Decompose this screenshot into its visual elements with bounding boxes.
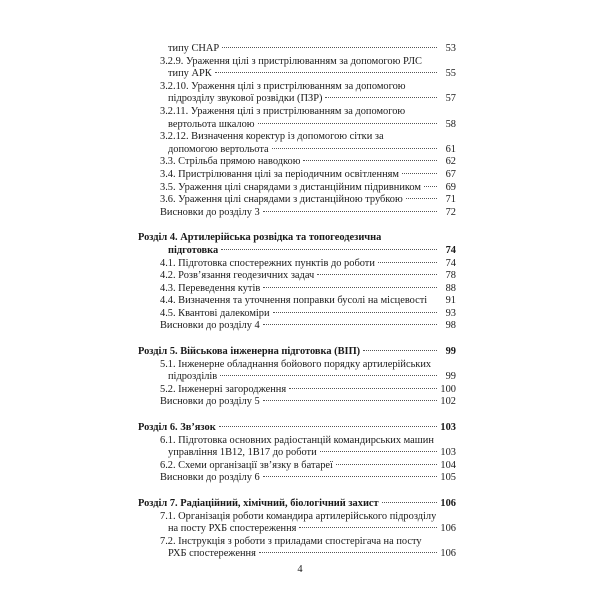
toc-entry-title: підрозділу звукової розвідки (ПЗР) <box>168 93 323 105</box>
page-number: 4 <box>297 564 303 575</box>
toc-page-number: 102 <box>440 396 456 408</box>
toc-leader <box>363 350 437 351</box>
toc-entry-title: Розділ 5. Військова інженерна підготовка (ВІП) <box>138 346 361 358</box>
toc-entry-title: 3.2.11. Ураження цілі з пристрілюванням за допомогою <box>160 105 406 117</box>
toc-entry <box>138 119 456 132</box>
toc-entry-title: Розділ 4. Артилерійська розвідка та топогеодезична <box>138 232 382 244</box>
toc-entry <box>138 56 456 69</box>
toc-entry-title: 3.2.12. Визначення коректур із допомогою сітки за <box>160 131 384 143</box>
toc-leader <box>215 72 437 73</box>
toc-leader <box>222 47 437 48</box>
toc-entry-title: РХБ спостереження <box>168 548 256 560</box>
toc-entry-title: Розділ 6. Зв’язок <box>138 422 216 434</box>
toc-entry-title: допомогою вертольота <box>168 143 269 155</box>
toc-page-number: 55 <box>445 68 456 80</box>
toc-entry-title: на посту РХБ спостереження <box>168 523 297 535</box>
toc-entry-title: 5.2. Інженерні загородження <box>160 383 287 395</box>
toc-leader <box>424 186 437 187</box>
toc-entry-title: 6.1. Підготовка основних радіостанцій командирських машин <box>160 434 434 446</box>
toc-entry <box>138 295 456 308</box>
toc-entry <box>138 396 456 409</box>
toc-entry <box>138 131 456 144</box>
toc-page-number: 106 <box>440 498 456 509</box>
toc-leader <box>263 476 437 477</box>
toc-entry-title: 7.1. Організація роботи командира артилерійського підрозділу <box>160 510 437 522</box>
toc-leader <box>317 274 437 275</box>
toc-page-number: 93 <box>445 307 456 319</box>
toc-page-number: 53 <box>445 43 456 54</box>
toc-leader <box>382 502 437 503</box>
toc-section-heading <box>138 232 456 245</box>
toc-entry-title: 5.1. Інженерне обладнання бойового порядку артилерійських <box>160 358 432 370</box>
toc-entry <box>138 182 456 195</box>
toc-page-number: 100 <box>440 383 456 395</box>
toc-entry <box>138 536 456 549</box>
toc-entry <box>138 68 456 81</box>
toc-entry-title: 4.5. Квантові далекоміри <box>160 307 270 319</box>
toc-entry <box>138 548 456 561</box>
toc-leader <box>402 173 437 174</box>
toc-entry <box>138 511 456 524</box>
toc-page-number: 88 <box>445 282 456 294</box>
toc-leader <box>320 451 437 452</box>
toc-entry-title: 4.2. Розв’язання геодезичних задач <box>160 270 315 282</box>
toc-leader <box>406 198 437 199</box>
toc-page-number: 105 <box>440 472 456 484</box>
toc-entry-title: 6.2. Схеми організації зв’язку в батареї <box>160 459 333 471</box>
toc-page-number: 62 <box>445 156 456 168</box>
toc-leader <box>263 211 437 212</box>
toc-page-number: 103 <box>440 422 456 434</box>
toc-entry-title: 3.3. Стрільба прямою наводкою <box>160 156 301 168</box>
toc-entry <box>138 371 456 384</box>
toc-entry <box>138 283 456 296</box>
toc-page-number: 78 <box>445 270 456 282</box>
section-gap <box>138 409 456 422</box>
toc-leader <box>263 400 437 401</box>
toc-entry-title: 3.5. Ураження цілі снарядами з дистанційним підривником <box>160 181 422 193</box>
toc-leader <box>378 262 437 263</box>
toc-leader <box>325 97 437 98</box>
toc-leader <box>299 527 437 528</box>
toc-entry-title: типу СНАР <box>168 43 220 54</box>
toc-page-number: 74 <box>445 257 456 269</box>
toc-entry <box>138 308 456 321</box>
toc-leader <box>273 312 437 313</box>
toc-leader <box>263 324 437 325</box>
toc-page-number: 103 <box>440 447 456 459</box>
toc-entry <box>138 435 456 448</box>
toc-entry-title: 4.3. Переведення кутів <box>160 282 261 294</box>
toc-entry-title: вертольота шкалою <box>168 118 255 130</box>
toc-page-number: 104 <box>440 459 456 471</box>
toc-page-number: 99 <box>445 371 456 383</box>
toc-entry <box>138 258 456 271</box>
section-gap <box>138 333 456 346</box>
toc-entry <box>138 81 456 94</box>
toc-section-heading <box>138 245 456 258</box>
toc-entry-title: 4.1. Підготовка спостережних пунктів до роботи <box>160 257 375 269</box>
section-gap <box>138 219 456 232</box>
toc-entry <box>138 144 456 157</box>
toc-entry <box>138 169 456 182</box>
toc-entry <box>138 43 456 56</box>
toc-page-number: 58 <box>445 118 456 130</box>
toc-entry-title: 3.4. Пристрілювання цілі за періодичним освітленням <box>160 168 399 180</box>
toc-leader <box>221 249 437 250</box>
toc-leader <box>336 464 437 465</box>
toc-page-number: 99 <box>445 346 456 358</box>
toc-entry-title: підготовка <box>168 244 219 256</box>
toc-leader <box>219 426 437 427</box>
toc-page-number: 91 <box>445 295 456 307</box>
toc-entry-title: типу АРК <box>168 68 212 80</box>
toc-page-number: 72 <box>445 206 456 218</box>
toc-leader <box>220 375 437 376</box>
toc-leader <box>263 287 437 288</box>
toc-entry <box>138 384 456 397</box>
toc-entry <box>138 447 456 460</box>
toc-entry-title: Висновки до розділу 4 <box>160 320 260 332</box>
toc-page-number: 67 <box>445 168 456 180</box>
toc-entry <box>138 207 456 220</box>
toc-entry <box>138 472 456 485</box>
toc-entry-title: Розділ 7. Радіаційний, хімічний, біологічний захист <box>138 498 379 509</box>
toc-entry-title: управління 1В12, 1В17 до роботи <box>168 447 317 459</box>
toc-entry-title: 3.6. Ураження цілі снарядами з дистанційною трубкою <box>160 194 403 206</box>
toc-entry-title: 3.2.10. Ураження цілі з пристрілюванням за допомогою <box>160 80 406 92</box>
toc-leader <box>303 160 437 161</box>
toc-entry-title: Висновки до розділу 5 <box>160 396 260 408</box>
toc-page-number: 57 <box>445 93 456 105</box>
toc-entry <box>138 523 456 536</box>
toc-entry-title: Висновки до розділу 6 <box>160 472 260 484</box>
toc-leader <box>258 123 437 124</box>
toc-entry-title: Висновки до розділу 3 <box>160 206 260 218</box>
toc-entry <box>138 106 456 119</box>
toc-leader <box>259 552 437 553</box>
toc-entry <box>138 93 456 106</box>
toc-entry <box>138 320 456 333</box>
toc-page-number: 71 <box>445 194 456 206</box>
table-of-contents <box>138 43 456 561</box>
toc-entry-title: 4.4. Визначення та уточнення поправки бусолі на місцевості <box>160 295 428 307</box>
toc-entry-title: 7.2. Інструкція з роботи з приладами спостерігача на посту <box>160 535 422 547</box>
toc-entry-title: підрозділів <box>168 371 218 383</box>
toc-entry <box>138 460 456 473</box>
toc-page-number: 106 <box>440 548 456 560</box>
toc-section-heading <box>138 422 456 435</box>
toc-entry <box>138 156 456 169</box>
toc-page-number: 61 <box>445 143 456 155</box>
toc-leader <box>289 388 437 389</box>
toc-entry <box>138 359 456 372</box>
toc-page-number: 69 <box>445 181 456 193</box>
toc-section-heading <box>138 346 456 359</box>
toc-entry-title: 3.2.9. Ураження цілі з пристрілюванням за допомогою РЛС <box>160 55 422 67</box>
toc-leader <box>272 148 437 149</box>
toc-section-heading <box>138 498 456 511</box>
toc-entry <box>138 194 456 207</box>
toc-entry <box>138 270 456 283</box>
toc-page-number: 106 <box>440 523 456 535</box>
toc-page-number: 74 <box>445 244 456 256</box>
toc-page-number: 98 <box>445 320 456 332</box>
section-gap <box>138 485 456 498</box>
